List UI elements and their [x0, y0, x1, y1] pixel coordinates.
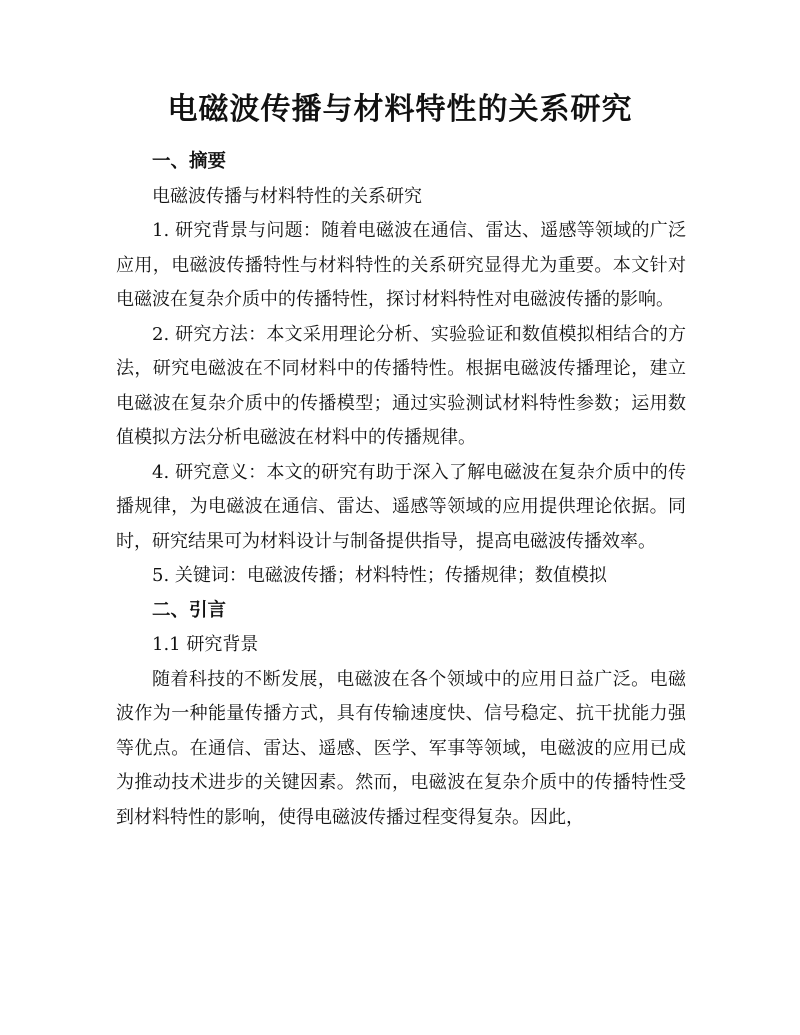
paragraph-keywords: 5. 关键词：电磁波传播；材料特性；传播规律；数值模拟 — [152, 565, 607, 586]
paragraph-research-significance: 4. 研究意义：本文的研究有助于深入了解电磁波在复杂介质中的传播规律，为电磁波在通信、雷达、遥感等领域的应用提供理论依据。同时，研究结果可为材料设计与制备提供指导，提高电磁波传播效率。 — [116, 461, 686, 552]
section-heading-abstract: 一、摘要 — [152, 151, 227, 172]
abstract-subtitle: 电磁波传播与材料特性的关系研究 — [152, 185, 422, 207]
document-body — [116, 145, 686, 835]
paragraph-research-background: 1. 研究背景与问题：随着电磁波在通信、雷达、遥感等领域的广泛应用，电磁波传播特性与材料特性的关系研究显得尤为重要。本文针对电磁波在复杂介质中的传播特性，探讨材料特性对电磁波传播的影响。 — [116, 220, 686, 310]
document-title: 电磁波传播与材料特性的关系研究 — [167, 92, 633, 127]
paragraph-introduction-body: 随着科技的不断发展，电磁波在各个领域中的应用日益广泛。电磁波作为一种能量传播方式，具有传输速度快、信号稳定、抗干扰能力强等优点。在通信、雷达、遥感、医学、军事等领域，电磁波的应用已成为推动技术进步的关键因素。然而，电磁波在复杂介质中的传播特性受到材料特性的影响，使得电磁波传播过程变得复杂。因此， — [116, 668, 686, 828]
subsection-heading-background: 1.1 研究背景 — [152, 634, 259, 655]
paragraph-research-method: 2. 研究方法：本文采用理论分析、实验验证和数值模拟相结合的方法，研究电磁波在不同材料中的传播特性。根据电磁波传播理论，建立电磁波在复杂介质中的传播模型；通过实验测试材料特性参数；运用数值模拟方法分析电磁波在材料中的传播规律。 — [116, 323, 686, 448]
section-heading-introduction: 二、引言 — [152, 599, 227, 621]
